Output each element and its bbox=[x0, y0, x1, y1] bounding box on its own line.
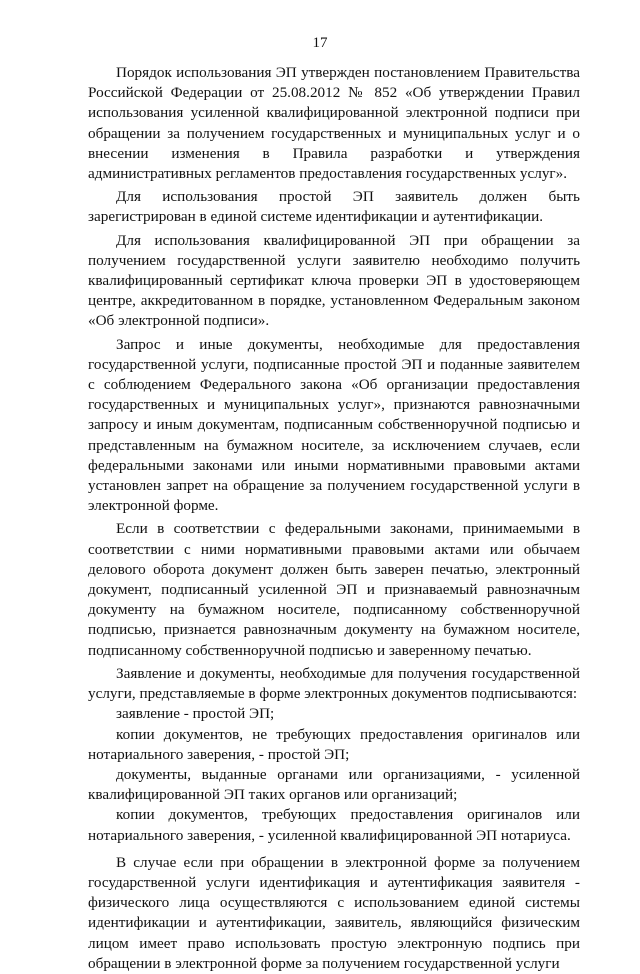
list-item-issued-documents: документы, выданные органами или организациями, - усиленной квалифицированной ЭП таких органов или организаций; bbox=[88, 765, 580, 804]
list-item-application: заявление - простой ЭП; bbox=[116, 705, 275, 723]
paragraph-simple-signature-registration: Для использования простой ЭП заявитель должен быть зарегистрирован в единой системе идентификации и аутентификации. bbox=[88, 188, 580, 226]
paragraph-qualified-signature-certificate: Для использования квалифицированной ЭП при обращении за получением государственной услуги заявителю необходимо получить квалифицированный сертификат ключа проверки ЭП в удостоверяющем центре, аккредитованном в порядке, установленном Федеральным законом «Об электронной подписи». bbox=[88, 231, 580, 330]
paragraph-seal-requirement: Если в соответствии с федеральными законами, принимаемыми в соответствии с ними нормативными правовыми актами или обычаем делового оборота документ должен быть заверен печатью, электронный документ, подписанный усиленной ЭП и признаваемый равнозначным документу на бумажном носителе, подписанному собственноручной подписью, признается равнозначным документу на бумажном носителе, подписанному собственноручной подписью и заверенному печатью. bbox=[88, 520, 580, 659]
paragraph-document-equivalence: Запрос и иные документы, необходимые для предоставления государственной услуги, подписанные простой ЭП и поданные заявителем с соблюдением Федерального закона «Об организации предоставления государственных и муниципальных услуг», признаются равнозначными запросу и иным документам, подписанным собственноручной подписью и представленным на бумажном носителе, за исключением случаев, если федеральными законами или иными нормативными правовыми актами установлен запрет на обращение за получением государственной услуги в электронной форме. bbox=[88, 335, 580, 515]
page-number: 17 bbox=[312, 35, 328, 51]
document-body bbox=[88, 63, 580, 974]
list-item-copies-no-originals: копии документов, не требующих предоставления оригиналов или нотариального заверения, - простой ЭП; bbox=[88, 725, 580, 763]
paragraph-unified-identification: В случае если при обращении в электронной форме за получением государственной услуги идентификация и аутентификация заявителя - физического лица осуществляются с использованием единой системы идентификации и аутентификации, заявитель, являющийся физическим лицом имеет право использовать простую электронную подпись при обращении в электронной форме за получением государственной услуги bbox=[88, 853, 580, 972]
paragraph-signature-procedure: Порядок использования ЭП утвержден постановлением Правительства Российской Федерации от 25.08.2012 № 852 «Об утверждении Правил использования усиленной квалифицированной электронной подписи при обращении за получением государственных и муниципальных услуг и о внесении изменения в Правила разработки и утверждения административных регламентов предоставления государственных услуг». bbox=[88, 64, 580, 183]
list-item-copies-notarized: копии документов, требующих предоставления оригиналов или нотариального заверения, - усиленной квалифицированной ЭП нотариуса. bbox=[88, 806, 580, 844]
paragraph-signing-rules-intro: Заявление и документы, необходимые для получения государственной услуги, представляемые в форме электронных документов подписываются: bbox=[88, 664, 580, 703]
